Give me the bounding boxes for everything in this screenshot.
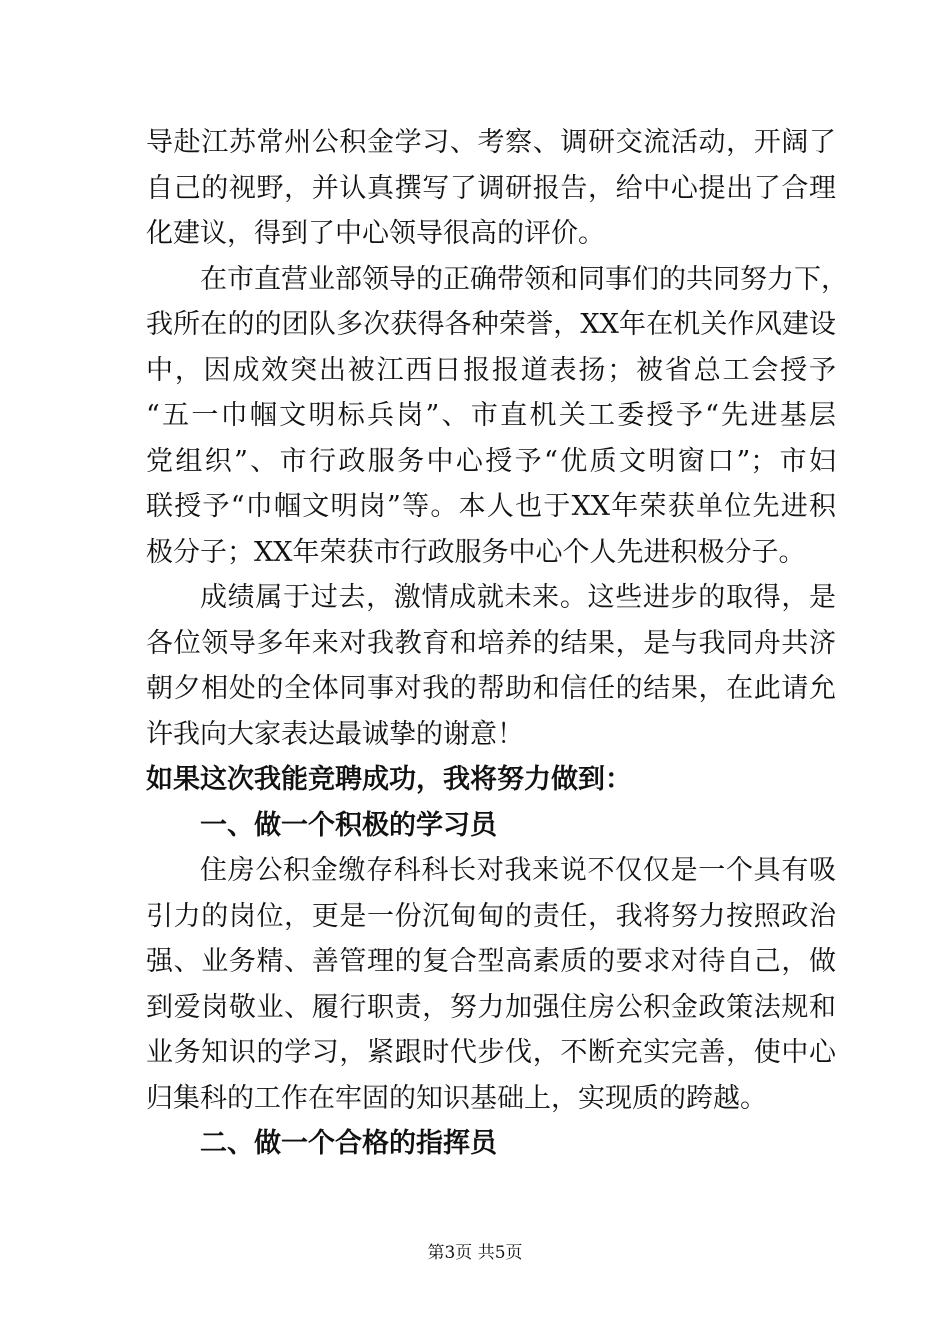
paragraph-line: 各位领导多年来对我教育和培养的结果，是与我同舟共济 bbox=[146, 628, 836, 659]
paragraph-line: 朝夕相处的全体同事对我的帮助和信任的结果，在此请允 bbox=[146, 673, 836, 704]
paragraph-line: 在市直营业部领导的正确带领和同事们的共同努力下， bbox=[200, 264, 848, 295]
paragraph-line: 联授予“巾帼文明岗”等。本人也于XX年荣获单位先进积 bbox=[146, 491, 836, 522]
paragraph-line: 成绩属于过去，激情成就未来。这些进步的取得，是 bbox=[200, 582, 836, 613]
paragraph-line: 中，因成效突出被江西日报报道表扬；被省总工会授予 bbox=[146, 355, 836, 386]
section-heading-1: 一、做一个积极的学习员 bbox=[200, 810, 497, 841]
paragraph-line: 导赴江苏常州公积金学习、考察、调研交流活动，开阔了 bbox=[146, 127, 836, 158]
section-intro-heading: 如果这次我能竞聘成功，我将努力做到： bbox=[146, 764, 632, 795]
section-heading-2: 二、做一个合格的指挥员 bbox=[200, 1128, 497, 1159]
paragraph-line: 到爱岗敬业、履行职责，努力加强住房公积金政策法规和 bbox=[146, 992, 836, 1023]
paragraph-line: “五一巾帼文明标兵岗”、市直机关工委授予“先进基层 bbox=[146, 400, 836, 431]
paragraph-line: 化建议，得到了中心领导很高的评价。 bbox=[146, 218, 605, 249]
paragraph-line: 住房公积金缴存科科长对我来说不仅仅是一个具有吸 bbox=[200, 855, 836, 886]
paragraph-line: 许我向大家表达最诚挚的谢意！ bbox=[146, 719, 524, 750]
paragraph-line: 业务知识的学习，紧跟时代步伐，不断充实完善，使中心 bbox=[146, 1037, 836, 1068]
paragraph-line: 归集科的工作在牢固的知识基础上，实现质的跨越。 bbox=[146, 1083, 767, 1114]
paragraph-line: 引力的岗位，更是一份沉甸甸的责任，我将努力按照政治 bbox=[146, 901, 836, 932]
page-footer: 第3页 共5页 bbox=[427, 1243, 523, 1263]
paragraph-line: 我所在的的团队多次获得各种荣誉，XX年在机关作风建设 bbox=[146, 309, 836, 340]
paragraph-line: 极分子；XX年荣获市行政服务中心个人先进积极分子。 bbox=[146, 537, 806, 568]
paragraph-line: 党组织”、市行政服务中心授予“优质文明窗口”；市妇 bbox=[146, 446, 836, 477]
paragraph-line: 强、业务精、善管理的复合型高素质的要求对待自己，做 bbox=[146, 946, 836, 977]
paragraph-line: 自己的视野，并认真撰写了调研报告，给中心提出了合理 bbox=[146, 173, 836, 204]
